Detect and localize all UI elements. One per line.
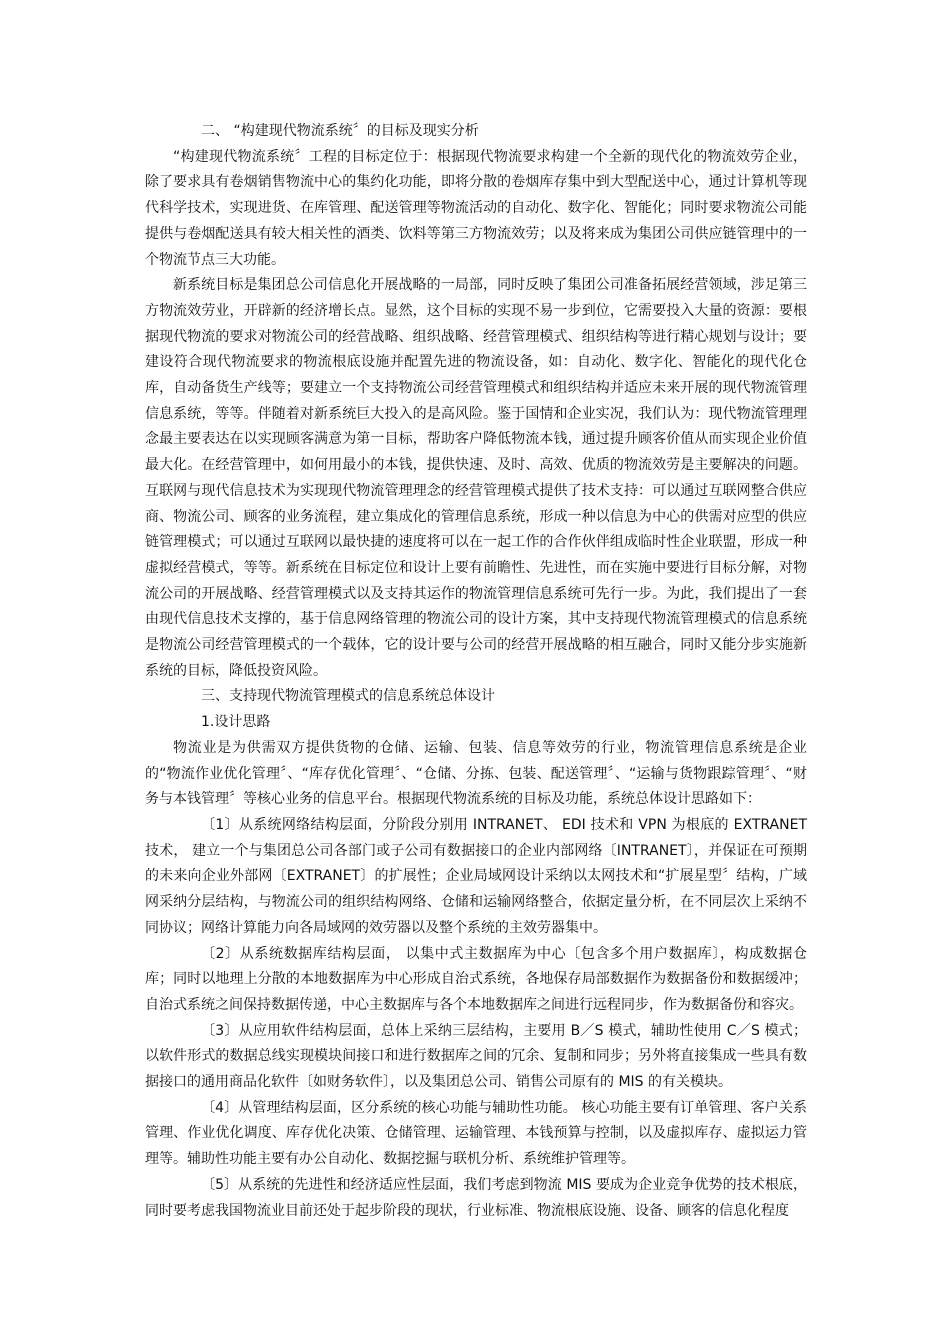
section-2-heading: 二、 “构建现代物流系统〞的目标及现实分析 [201, 123, 479, 139]
design-item-5: 〔5〕从系统的先进性和经济适应性层面，我们考虑到物流 MIS 要成为企业竞争优势的技术根底，同时要考虑我国物流业目前还处于起步阶段的现状，行业标准、物流根底设施、设备、顾客的信息化程度 [145, 1176, 807, 1219]
section-3-paragraph-1: 物流业是为供需双方提供货物的仓储、运输、包装、信息等效劳的行业，物流管理信息系统是企业的“物流作业优化管理〞、“库存优化管理〞、“仓储、分拣、包装、配送管理〞、“运输与货物跟踪管理〞、“财务与本钱管理〞等核心业务的信息平台。根据现代物流系统的目标及功能，系统总体设计思路如下： [145, 739, 807, 808]
design-item-4: 〔4〕从管理结构层面，区分系统的核心功能与辅助性功能。 核心功能主要有订单管理、客户关系管理、作业优化调度、库存优化决策、仓储管理、运输管理、本钱预算与控制，以及虚拟库存、虚拟运力管理等。辅助性功能主要有办公自动化、数据挖掘与联机分析、系统维护管理等。 [145, 1099, 807, 1168]
section-2-paragraph-2: 新系统目标是集团总公司信息化开展战略的一局部，同时反映了集团公司准备拓展经营领域，涉足第三方物流效劳业，开辟新的经济增长点。显然，这个目标的实现不易一步到位，它需要投入大量的资源：要根据现代物流的要求对物流公司的经营战略、组织战略、经营管理模式、组织结构等进行精心规划与设计；要建设符合现代物流要求的物流根底设施并配置先进的物流设备，如：自动化、数字化、智能化的现代化仓库，自动备货生产线等；要建立一个支持物流公司经营管理模式和组织结构并适应未来开展的现代物流管理信息系统，等等。伴随着对新系统巨大投入的是高风险。鉴于国情和企业实况，我们认为：现代物流管理理念最主要表达在以实现顾客满意为第一目标，帮助客户降低物流本钱，通过提升顾客价值从而实现企业价值最大化。在经营管理中，如何用最小的本钱，提供快速、及时、高效、优质的物流效劳是主要解决的问题。互联网与现代信息技术为实现现代物流管理理念的经营管理模式提供了技术支持：可以通过互联网整合供应商、物流公司、顾客的业务流程，建立集成化的管理信息系统，形成一种以信息为中心的供需对应型的供应链管理模式；可以通过互联网以最快捷的速度将可以在一起工作的合作伙伴组成临时性企业联盟，形成一种虚拟经营模式，等等。新系统在目标定位和设计上要有前瞻性、先进性，而在实施中要进行目标分解，对物流公司的开展战略、经营管理模式以及支持其运作的物流管理信息系统可先行一步。为此，我们提出了一套由现代信息技术支撑的，基于信息网络管理的物流公司的设计方案，其中支持现代物流管理模式的信息系统是物流公司经营管理模式的一个载体，它的设计要与公司的经营开展战略的相互融合，同时又能分步实施新系统的目标，降低投资风险。 [145, 277, 807, 679]
subsection-1-heading: 1.设计思路 [201, 714, 271, 731]
section-2-paragraph-1: “构建现代物流系统〞工程的目标定位于：根据现代物流要求构建一个全新的现代化的物流效劳企业，除了要求具有卷烟销售物流中心的集约化功能，即将分散的卷烟库存集中到大型配送中心，通过计算机等现代科学技术，实现进货、在库管理、配送管理等物流活动的自动化、数字化、智能化；同时要求物流公司能提供与卷烟配送具有较大相关性的酒类、饮料等第三方物流效劳；以及将来成为集团公司供应链管理中的一个物流节点三大功能。 [145, 148, 807, 268]
design-item-3: 〔3〕从应用软件结构层面，总体上采纳三层结构，主要用 B／S 模式，辅助性使用 C／S 模式；以软件形式的数据总线实现模块间接口和进行数据库之间的冗余、复制和同步；另外将直接集成一些具有数据接口的通用商品化软件〔如财务软件〕，以及集团总公司、销售公司原有的 MIS 的有关模块。 [145, 1022, 807, 1091]
design-item-2: 〔2〕从系统数据库结构层面， 以集中式主数据库为中心〔包含多个用户数据库〕，构成数据仓库；同时以地理上分散的本地数据库为中心形成自治式系统，各地保存局部数据作为数据备份和数据缓冲；自治式系统之间保持数据传递，中心主数据库与各个本地数据库之间进行远程同步，作为数据备份和容灾。 [145, 945, 807, 1013]
document-page [145, 119, 807, 1224]
design-item-1: 〔1〕从系统网络结构层面，分阶段分别用 INTRANET、 EDI 技术和 VPN 为根底的 EXTRANET 技术， 建立一个与集团总公司各部门或子公司有数据接口的企业内部网络〔INTRANET〕，并保证在可预期的未来向企业外部网〔EXTRANET〕的扩展性；企业局域网设计采纳以太网技术和“扩展星型〞结构，广域网采纳分层结构，与物流公司的组织结构网络、仓储和运输网络整合，依据定量分析，在不同层次上采纳不同协议；网络计算能力向各局域网的效劳器以及整个系统的主效劳器集中。 [145, 816, 807, 936]
section-3-heading: 三、支持现代物流管理模式的信息系统总体设计 [201, 688, 495, 705]
